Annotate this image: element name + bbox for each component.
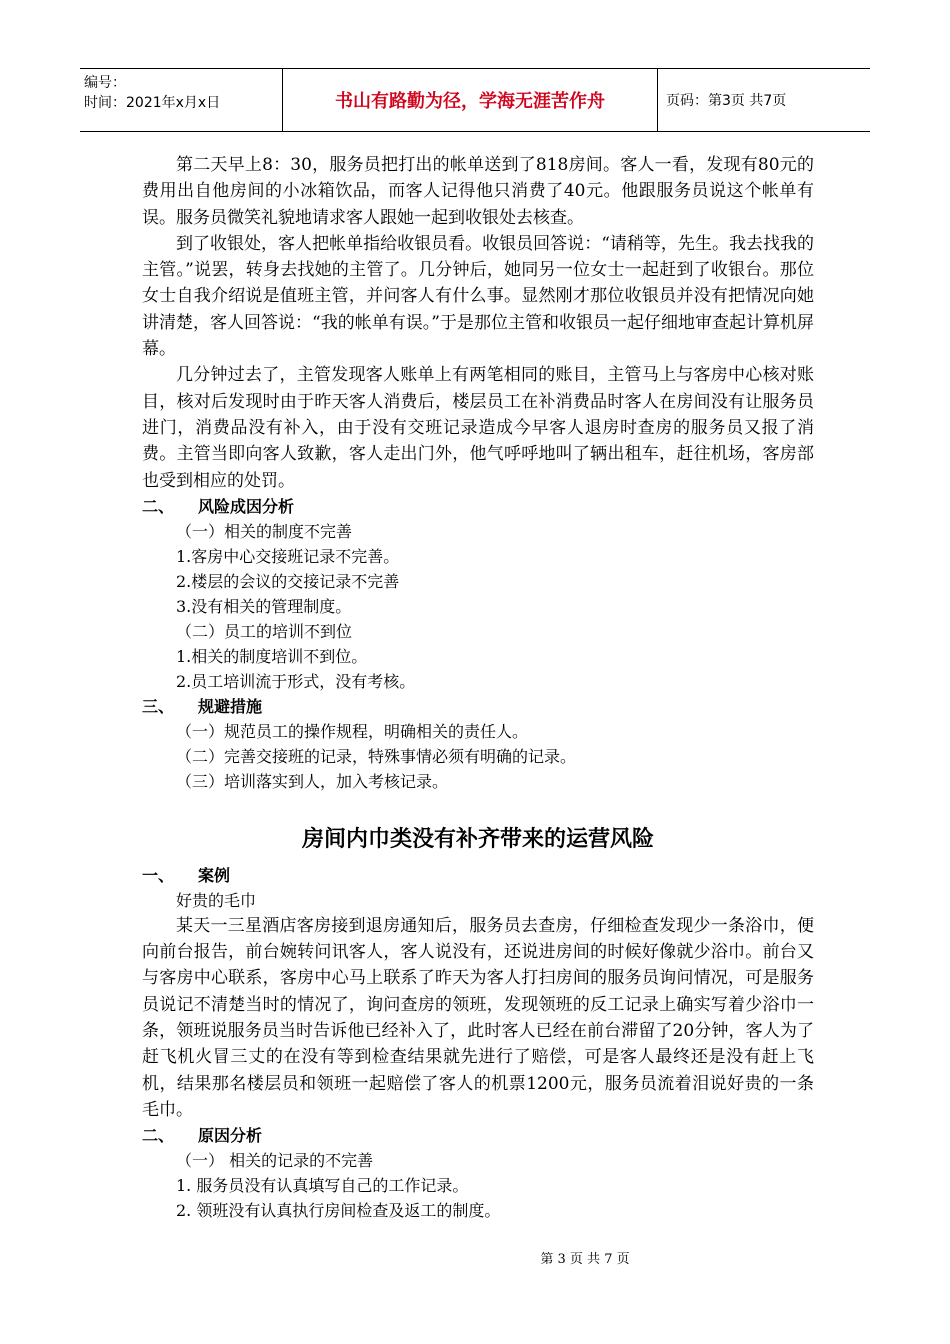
case-heading-text: 案例 [198, 865, 231, 885]
risk-item: （一）相关的制度不完善 [176, 521, 353, 541]
avoidance-measures-heading-text: 规避措施 [198, 696, 263, 716]
page-footer: 第 3 页 共 7 页 [540, 1252, 630, 1267]
risk-analysis-heading [142, 494, 814, 519]
measure-item: （二）完善交接班的记录，特殊事情必须有明确的记录。 [176, 746, 577, 766]
document-body [142, 152, 814, 1223]
case1-paragraph-3: 几分钟过去了，主管发现客人账单上有两笔相同的账目，主管马上与客房中心核对账目，核对后发现时由于昨天客人消费后，楼层员工在补消费品时客人在房间没有让服务员进门，消费品没有补入，由于没有交班记录造成今早客人退房时查房的服务员又报了消费。主管当即向客人致歉，客人走出门外，他气呼呼地叫了辆出租车，赶往机场，客房部也受到相应的处罚。 [142, 365, 814, 491]
measure-item: （三）培训落实到人，加入考核记录。 [176, 771, 449, 791]
case1-paragraph-2: 到了收银处，客人把帐单指给收银员看。收银员回答说：“请稍等，先生。我去找我的主管。”说罢，转身去找她的主管了。几分钟后，她同另一位女士一起赶到了收银台。那位女士自我介绍说是值班主管，并问客人有什么事。显然刚才那位收银员并没有把情况向她讲清楚，客人回答说：“我的帐单有误。”于是那位主管和收银员一起仔细地审查起计算机屏幕。 [142, 233, 814, 360]
cause-item: 1. 服务员没有认真填写自己的工作记录。 [176, 1176, 469, 1196]
case-heading [142, 863, 814, 888]
risk-item: 3.没有相关的管理制度。 [176, 596, 352, 616]
risk-analysis-heading-text: 风险成因分析 [198, 496, 295, 516]
risk-analysis-heading-number: 二、 [142, 496, 175, 516]
header-meta [80, 69, 283, 131]
risk-item: （二）员工的培训不到位 [176, 621, 353, 641]
page-header [80, 68, 870, 132]
cause-analysis-heading-number: 二、 [142, 1126, 175, 1146]
cause-analysis-heading [142, 1123, 814, 1148]
document-number-label: 编号： [84, 75, 126, 91]
case1-paragraph-1: 第二天早上8：30，服务员把打出的帐单送到了818房间。客人一看，发现有80元的费用出自他房间的小冰箱饮品，而客人记得他只消费了40元。他跟服务员说这个帐单有误。服务员微笑礼貌地请求客人跟她一起到收银处去核查。 [142, 155, 814, 228]
section-title: 房间内巾类没有补齐带来的运营风险 [301, 826, 654, 852]
risk-item: 1.相关的制度培训不到位。 [176, 646, 368, 666]
avoidance-measures-heading [142, 694, 814, 719]
case-heading-number: 一、 [142, 865, 175, 885]
cause-item: （一） 相关的记录的不完善 [176, 1151, 374, 1171]
risk-item: 2.员工培训流于形式，没有考核。 [176, 671, 416, 691]
avoidance-measures-heading-number: 三、 [142, 696, 175, 716]
risk-item: 1.客房中心交接班记录不完善。 [176, 546, 400, 566]
cause-item: 2. 领班没有认真执行房间检查及返工的制度。 [176, 1201, 501, 1221]
risk-item: 2.楼层的会议的交接记录不完善 [176, 571, 400, 591]
case2-paragraph: 某天一三星酒店客房接到退房通知后，服务员去查房，仔细检查发现少一条浴巾，便向前台报告，前台婉转问讯客人，客人说没有，还说进房间的时候好像就少浴巾。前台又与客房中心联系，客房中心马上联系了昨天为客人打扫房间的服务员询问情况，可是服务员说记不清楚当时的情况了，询问查房的领班，发现领班的反工记录上确实写着少浴巾一条，领班说服务员当时告诉他已经补入了，此时客人已经在前台滞留了20分钟，客人为了赶飞机火冒三丈的在没有等到检查结果就先进行了赔偿，可是客人最终还是没有赶上飞机，结果那名楼层员和领班一起赔偿了客人的机票1200元，服务员流着泪说好贵的一条毛巾。 [142, 915, 814, 1120]
cause-analysis-heading-text: 原因分析 [198, 1126, 263, 1146]
header-motto: 书山有路勤为径，学海无涯苦作舟 [283, 69, 658, 131]
document-time-label: 时间：2021年x月x日 [84, 95, 221, 111]
measure-item: （一）规范员工的操作规程，明确相关的责任人。 [176, 721, 529, 741]
case-subtitle: 好贵的毛巾 [176, 890, 257, 910]
header-page-number: 页码：第3页 共7页 [666, 93, 787, 109]
